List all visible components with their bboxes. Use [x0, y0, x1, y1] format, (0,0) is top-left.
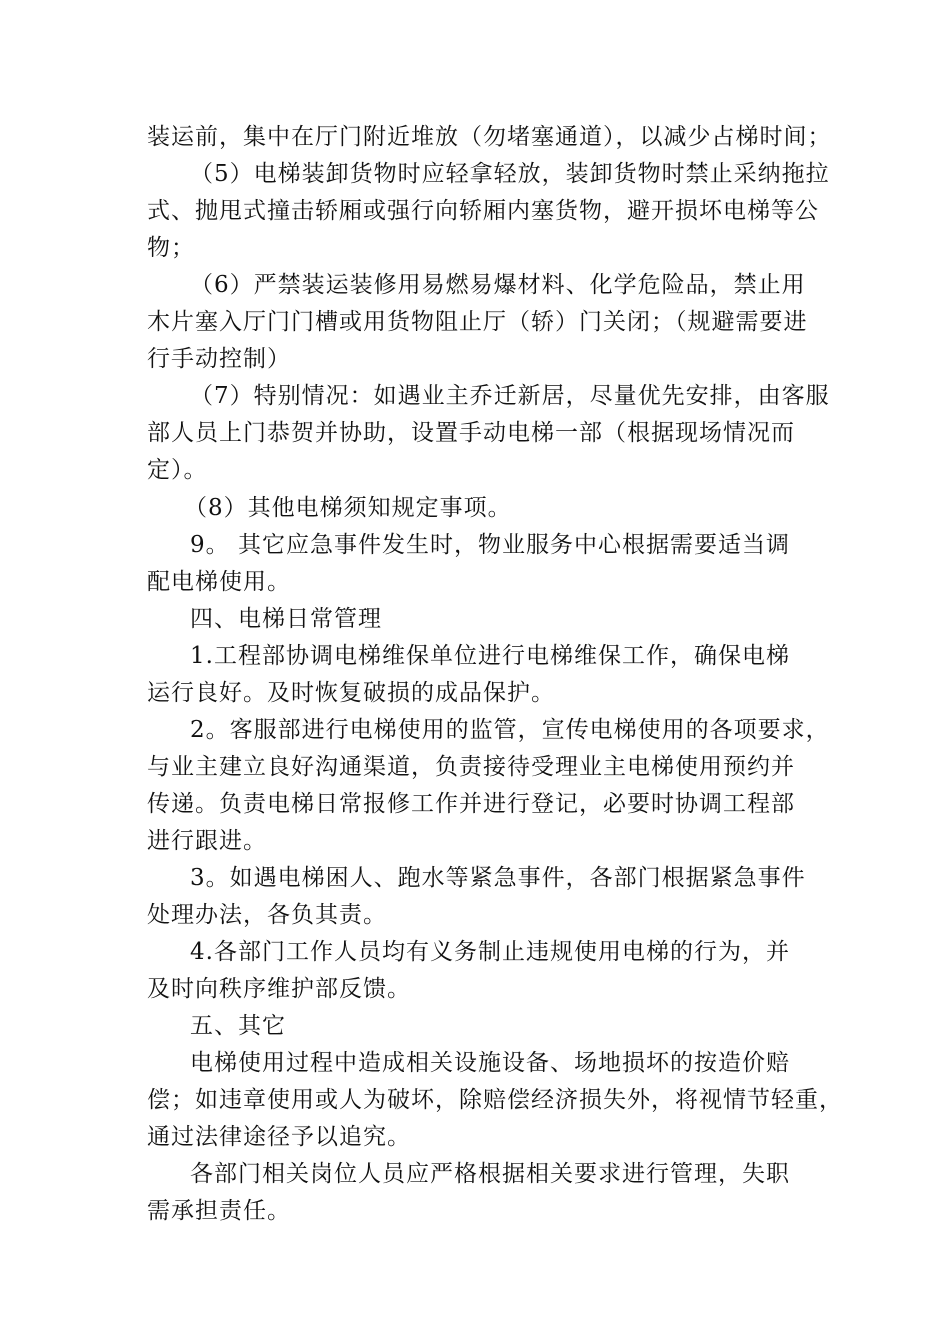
text-line: 传递。负责电梯日常报修工作并进行登记，必要时协调工程部 — [147, 791, 795, 817]
text-line: 电梯使用过程中造成相关设施设备、场地损坏的按造价赔 — [190, 1050, 790, 1076]
text-line: 各部门相关岗位人员应严格根据相关要求进行管理，失职 — [190, 1161, 790, 1187]
text-line: 1.工程部协调电梯维保单位进行电梯维保工作，确保电梯 — [190, 643, 790, 669]
text-line: 行手动控制） — [147, 346, 291, 372]
text-line: 偿；如违章使用或人为破坏，除赔偿经济损失外，将视情节轻重， — [147, 1087, 843, 1113]
text-line: 需承担责任。 — [147, 1198, 291, 1224]
text-line: 木片塞入厅门门槽或用货物阻止厅（轿）门关闭；（规避需要进 — [147, 309, 808, 335]
text-line: 定）。 — [147, 457, 208, 483]
text-line: 2。客服部进行电梯使用的监管，宣传电梯使用的各项要求， — [190, 717, 830, 743]
text-line: 4.各部门工作人员均有义务制止违规使用电梯的行为，并 — [190, 939, 790, 965]
text-line: 通过法律途径予以追究。 — [147, 1124, 411, 1150]
text-line: 9。 其它应急事件发生时，物业服务中心根据需要适当调 — [190, 532, 790, 558]
text-line: （5）电梯装卸货物时应轻拿轻放，装卸货物时禁止采纳拖拉 — [190, 161, 830, 187]
text-line: 物； — [147, 235, 195, 261]
text-line: 运行良好。及时恢复破损的成品保护。 — [147, 680, 555, 706]
text-line: 进行跟进。 — [147, 828, 267, 854]
text-line: 及时向秩序维护部反馈。 — [147, 976, 411, 1002]
text-line: （8）其他电梯须知规定事项。 — [184, 495, 512, 521]
text-line: （7）特别情况：如遇业主乔迁新居，尽量优先安排，由客服 — [190, 383, 830, 409]
text-line: （6）严禁装运装修用易燃易爆材料、化学危险品，禁止用 — [190, 272, 806, 298]
text-line: 与业主建立良好沟通渠道，负责接待受理业主电梯使用预约并 — [147, 754, 795, 780]
text-line: 部人员上门恭贺并协助，设置手动电梯一部（根据现场情况而 — [147, 420, 795, 446]
text-line: 式、抛甩式撞击轿厢或强行向轿厢内塞货物，避开损坏电梯等公 — [147, 198, 819, 224]
text-line: 装运前，集中在厅门附近堆放（勿堵塞通道），以减少占梯时间； — [147, 124, 832, 150]
text-line: 处理办法，各负其责。 — [147, 902, 387, 928]
section-heading: 四、电梯日常管理 — [190, 606, 382, 632]
text-line: 3。如遇电梯困人、跑水等紧急事件，各部门根据紧急事件 — [190, 865, 806, 891]
section-heading: 五、其它 — [190, 1013, 286, 1039]
text-line: 配电梯使用。 — [147, 569, 291, 595]
